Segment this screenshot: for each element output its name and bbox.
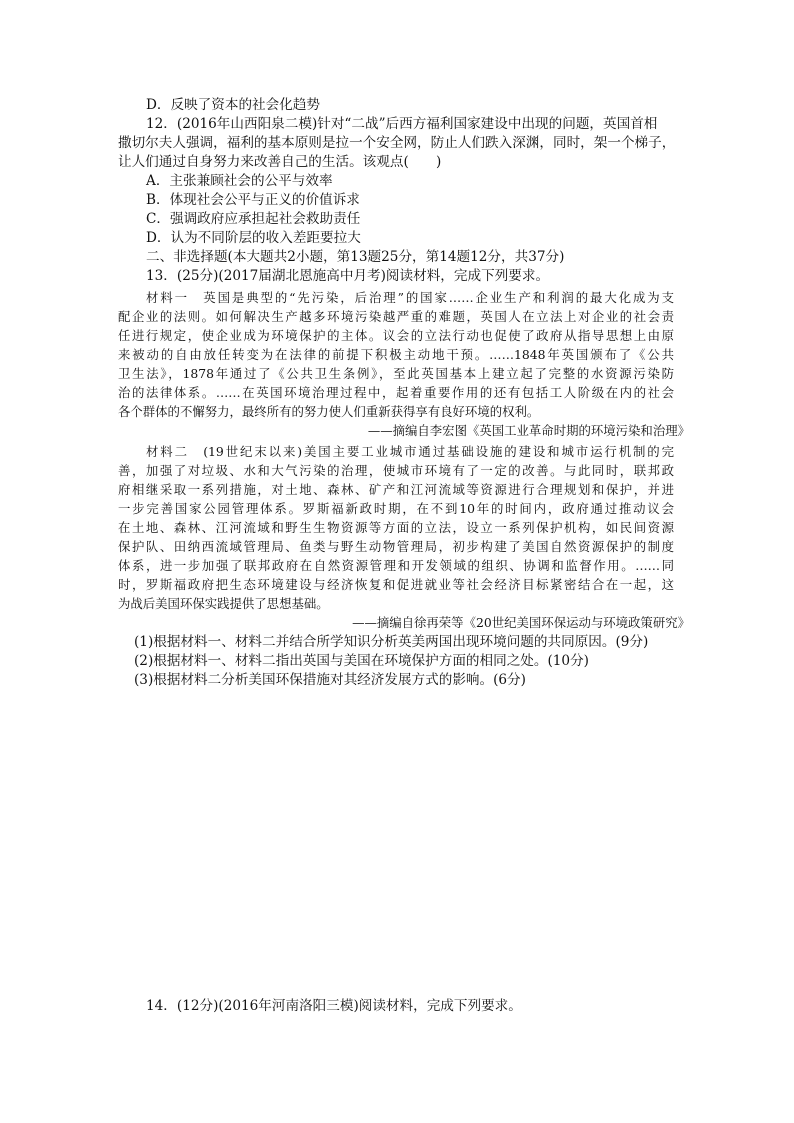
section-2-heading: 二、非选择题(本大题共2小题，第13题25分，第14题12分，共37分) (146, 249, 565, 265)
material-1-line: 配企业的法则。如何解决生产越多环境污染越严重的难题，英国人在立法上对企业的社会责 (118, 309, 674, 324)
question-12-option-a: A．主张兼顾社会的公平与效率 (146, 173, 333, 189)
material-2-line: 在土地、森林、江河流域和野生生物资源等方面的立法，设立一系列保护机构，如民间资源 (118, 520, 674, 535)
question-12-option-b: B．体现社会公平与正义的价值诉求 (146, 192, 360, 208)
material-1-line: 任进行规定，使企业成为环境保护的主体。议会的立法行动也促使了政府从指导思想上由原 (118, 328, 674, 343)
question-14-stem: 14．(12分)(2016年河南洛阳三模)阅读材料，完成下列要求。 (146, 998, 522, 1014)
material-2-line: 保护队、田纳西流域管理局、鱼类与野生动物管理局，初步构建了美国自然资源保护的制度 (118, 539, 674, 554)
material-2-source: ——摘编自徐再荣等《20世纪美国环保运动与环境政策研究》 (352, 615, 690, 630)
material-1-source: ——摘编自李宏图《英国工业革命时期的环境污染和治理》 (367, 423, 690, 438)
question-12-stem-line-2: 撒切尔夫人强调，福利的基本原则是拉一个安全网，防止人们跌入深渊，同时，架一个梯子， (118, 135, 676, 151)
material-1-line: 各个群体的不懈努力，最终所有的努力使人们重新获得享有良好环境的权利。 (118, 404, 540, 419)
question-11-option-d: D．反映了资本的社会化趋势 (146, 97, 321, 113)
material-1-line: 卫生法》，1878年通过了《公共卫生条例》，至此英国基本上建立起了完整的水资源污染防 (118, 366, 674, 381)
material-2-line: 体系，进一步加强了联邦政府在自然资源管理和开发领域的组织、协调和监督作用。……同 (118, 558, 674, 573)
question-12-option-c: C．强调政府应承担起社会救助责任 (146, 211, 361, 227)
question-13-sub-2: (2)根据材料一、材料二指出英国与美国在环境保护方面的相同之处。(10分) (134, 653, 589, 669)
question-12-stem-line-3: 让人们通过自身努力来改善自己的生活。该观点( ) (118, 154, 442, 170)
material-1-line: 材料一 英国是典型的“先污染，后治理”的国家……企业生产和利润的最大化成为支 (146, 290, 674, 305)
material-2-line: 时，罗斯福政府把生态环境建设与经济恢复和促进就业等社会经济目标紧密结合在一起，这 (118, 577, 674, 592)
material-2-line: 府相继采取一系列措施，对土地、森林、矿产和江河流域等资源进行合理规划和保护，并进 (118, 482, 674, 497)
material-2-line: 一步完善国家公园管理体系。罗斯福新政时期，在不到10年的时间内，政府通过推动议会 (118, 501, 674, 516)
material-1-line: 治的法律体系。……在英国环境治理过程中，起着重要作用的还有包括工人阶级在内的社会 (118, 385, 674, 400)
question-13-sub-1: (1)根据材料一、材料二并结合所学知识分析英美两国出现环境问题的共同原因。(9分) (134, 634, 649, 650)
question-12-stem-line-1: 12．(2016年山西阳泉二模)针对“二战”后西方福利国家建设中出现的问题，英国首相 (146, 116, 658, 132)
question-13-stem: 13．(25分)(2017届湖北恩施高中月考)阅读材料，完成下列要求。 (146, 268, 550, 284)
material-2-line: 善，加强了对垃圾、水和大气污染的治理，使城市环境有了一定的改善。与此同时，联邦政 (118, 463, 674, 478)
question-12-option-d: D．认为不同阶层的收入差距要拉大 (146, 230, 361, 246)
material-1-line: 来被动的自由放任转变为在法律的前提下积极主动地干预。……1848年英国颁布了《公共 (118, 347, 674, 362)
material-2-line: 材料二 (19世纪末以来)美国主要工业城市通过基础设施的建设和城市运行机制的完 (146, 444, 674, 459)
material-2-line: 为战后美国环保实践提供了思想基础。 (118, 596, 329, 611)
question-13-sub-3: (3)根据材料二分析美国环保措施对其经济发展方式的影响。(6分) (134, 672, 526, 688)
